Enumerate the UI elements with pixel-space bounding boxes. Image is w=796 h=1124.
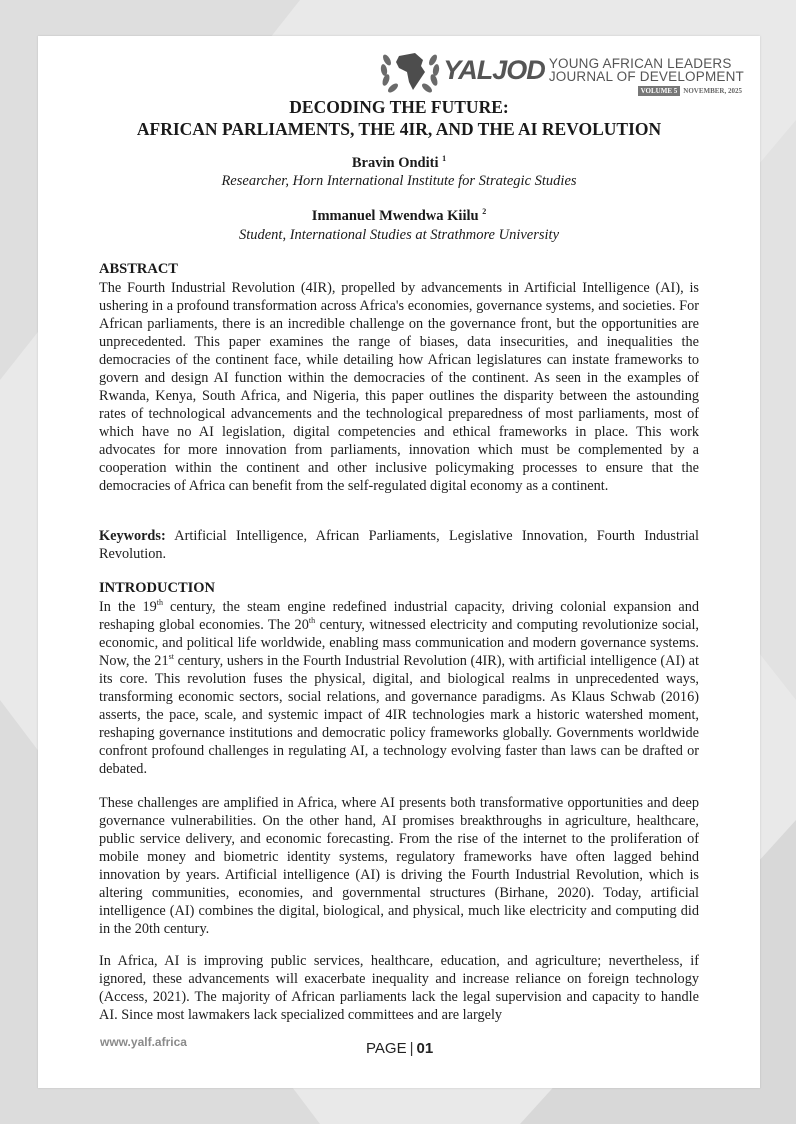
journal-name-line1: YOUNG AFRICAN LEADERS: [548, 56, 732, 71]
laurel-africa-icon: [379, 44, 441, 96]
keywords: [99, 527, 699, 563]
page-separator: |: [409, 1040, 414, 1057]
author-affiliation: Student, International Studies at Strathmore University: [238, 227, 560, 243]
intro-paragraph: In the 19th century, the steam engine redefined industrial capacity, driving colonial expansion and reshaping global economies. The 20th century, witnessed electricity and computing revolutionize social, economic, and political life worldwide, enabling mass communication and modern governance systems. Now, the 21st century, ushers in the Fourth Industrial Revolution (4IR), with artificial intelligence (AI) at its core. This revolution fuses the physical, digital, and biological realms in unprecedented ways, transforming economic sectors, social relations, and governance paradigms. As Klaus Schwab (2016) asserts, the pace, scale, and systemic impact of 4IR technologies mark a historic watershed moment, reshaping governance institutions and democratic policy frameworks globally. Governments worldwide confront profound challenges in regulating AI, a technology evolving faster than laws can be drafted or debated.: [99, 598, 700, 777]
intro-paragraph: In Africa, AI is improving public services, healthcare, education, and agriculture; nevertheless, if ignored, these advancements will exacerbate inequality and increase reliance on foreign technology (Access, 2021). The majority of African parliaments lack the legal supervision and capacity to handle AI. Since most lawmakers lack specialized committees and are largely: [99, 953, 699, 1023]
keywords-label: Keywords:: [99, 528, 166, 544]
page-label: PAGE: [366, 1040, 407, 1057]
intro-paragraph: These challenges are amplified in Africa, where AI presents both transformative opportunities and deep governance vulnerabilities. On the other hand, AI promises breakthroughs in agriculture, healthcare, public service delivery, and economic forecasting. From the rise of the internet to the proliferation of mobile money and biometric identity systems, regulatory frameworks have often lagged behind innovation by years. Artificial intelligence (AI) is driving the Fourth Industrial Revolution, which is altering communities, economies, and governmental structures (Birhane, 2020). Today, artificial intelligence (AI) combines the digital, biological, and physical, much like electricity and computing did in the 20th century.: [99, 795, 699, 937]
page-number: [366, 1040, 433, 1057]
page-number-value: 01: [416, 1040, 434, 1057]
author-affiliation: Researcher, Horn International Institute for Strategic Studies: [221, 173, 577, 189]
journal-name-line2: JOURNAL OF DEVELOPMENT: [548, 69, 744, 84]
paper-title: [38, 96, 760, 140]
author-footnote-marker: 1: [442, 154, 447, 163]
title-line2: AFRICAN PARLIAMENTS, THE 4IR, AND THE AI REVOLUTION: [136, 119, 662, 139]
abstract-heading: ABSTRACT: [99, 261, 178, 277]
journal-full-name: [549, 57, 744, 83]
volume-badge: VOLUME 5: [638, 86, 681, 96]
issue-date: NOVEMBER, 2025: [683, 87, 742, 95]
author-name: Immanuel Mwendwa Kiilu $^2$: [311, 207, 487, 224]
volume-line: [638, 86, 742, 96]
keywords-text: Artificial Intelligence, African Parliaments, Legislative Innovation, Fourth Industrial Revolution.: [99, 528, 699, 562]
author-name: Bravin Onditi $^1$: [351, 154, 447, 171]
introduction-heading: INTRODUCTION: [99, 580, 216, 596]
abstract-text: The Fourth Industrial Revolution (4IR), propelled by advancements in Artificial Intelligence (AI), is ushering in a profound transformation across Africa's economies, governance systems, and societies. For African parliaments, there is an incredible challenge on the governance front, but the opportunities are unprecedented. This paper examines the range of biases, data insecurities, and inequalities the democracies of the continent face, while detailing how African legislatures can instate frameworks to govern and design AI function within the democracies of the continent. As seen in the examples of Rwanda, Kenya, South Africa, and Nigeria, this paper outlines the disparity between the astounding rates of technological advancements and the technological preparedness of most parliaments, most of which have no AI legislation, digital competencies and ethical frameworks in place. This work advocates for more innovation from parliaments, innovation which must be complemented by a cooperation within the continent and other inclusive policymaking processes to ensure that the democracies of Africa can benefit from the self-regulated digital economy as a continent.: [99, 280, 699, 494]
title-line1: DECODING THE FUTURE:: [289, 97, 509, 117]
author-footnote-marker: 2: [482, 207, 487, 216]
website-link[interactable]: www.yalf.africa: [100, 1035, 187, 1049]
journal-acronym: YALJOD: [443, 54, 545, 85]
